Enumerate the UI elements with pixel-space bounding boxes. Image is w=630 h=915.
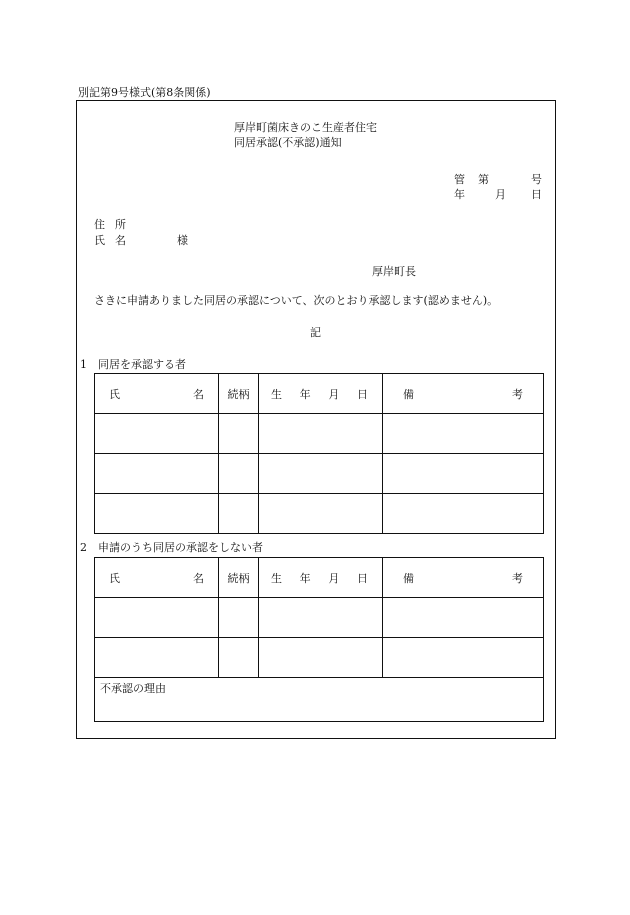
section2-title: 2 申請のうち同居の承認をしない者 [80,541,263,554]
remarks-cell[interactable] [383,414,544,454]
denied-table [94,557,544,722]
header-remarks: 備 考 [383,558,544,598]
name-cell[interactable] [95,414,219,454]
relation-cell[interactable] [219,454,259,494]
issuer: 厚岸町長 [372,265,416,278]
birthdate-cell[interactable] [259,598,383,638]
table-row [95,454,544,494]
birthdate-cell[interactable] [259,494,383,534]
header-remarks: 備 考 [383,374,544,414]
date-gatsu: 月 [495,188,506,201]
address-label-2: 所 [115,218,126,231]
title-line1: 厚岸町菌床きのこ生産者住宅 [234,121,377,134]
ref-kan: 管 [454,173,465,186]
reason-cell[interactable] [95,678,544,722]
remarks-cell[interactable] [383,598,544,638]
header-relation: 続柄 [219,558,259,598]
reason-row [95,678,544,722]
name-cell[interactable] [95,638,219,678]
remarks-cell[interactable] [383,454,544,494]
ref-go: 号 [531,173,542,186]
name-label-2: 名 [115,234,126,247]
name-label-1: 氏 [94,234,105,247]
remarks-cell[interactable] [383,638,544,678]
header-name: 氏 名 [95,558,219,598]
relation-cell[interactable] [219,414,259,454]
birthdate-cell[interactable] [259,454,383,494]
approved-table [94,373,544,534]
honorific-sama: 様 [177,234,188,247]
table-row [95,638,544,678]
relation-cell[interactable] [219,638,259,678]
table-header-row [95,558,544,598]
header-relation: 続柄 [219,374,259,414]
section1-title: 1 同居を承認する者 [80,358,186,371]
header-name: 氏 名 [95,374,219,414]
ref-dai: 第 [478,173,489,186]
table-row [95,414,544,454]
relation-cell[interactable] [219,494,259,534]
birthdate-cell[interactable] [259,638,383,678]
reason-label: 不承認の理由 [100,682,166,695]
date-nen: 年 [454,188,465,201]
table-header-row [95,374,544,414]
body-text: さきに申請ありました同居の承認について、次のとおり承認します(認めません)。 [94,294,499,307]
table-row [95,598,544,638]
ki-heading: 記 [310,326,321,339]
table-row [95,494,544,534]
name-cell[interactable] [95,598,219,638]
address-label-1: 住 [94,218,105,231]
remarks-cell[interactable] [383,494,544,534]
title-line2: 同居承認(不承認)通知 [234,136,342,149]
header-birthdate: 生 年 月 日 [259,558,383,598]
header-birthdate: 生 年 月 日 [259,374,383,414]
form-label: 別記第9号様式(第8条関係) [78,86,211,99]
name-cell[interactable] [95,454,219,494]
date-nichi: 日 [531,188,542,201]
relation-cell[interactable] [219,598,259,638]
birthdate-cell[interactable] [259,414,383,454]
name-cell[interactable] [95,494,219,534]
